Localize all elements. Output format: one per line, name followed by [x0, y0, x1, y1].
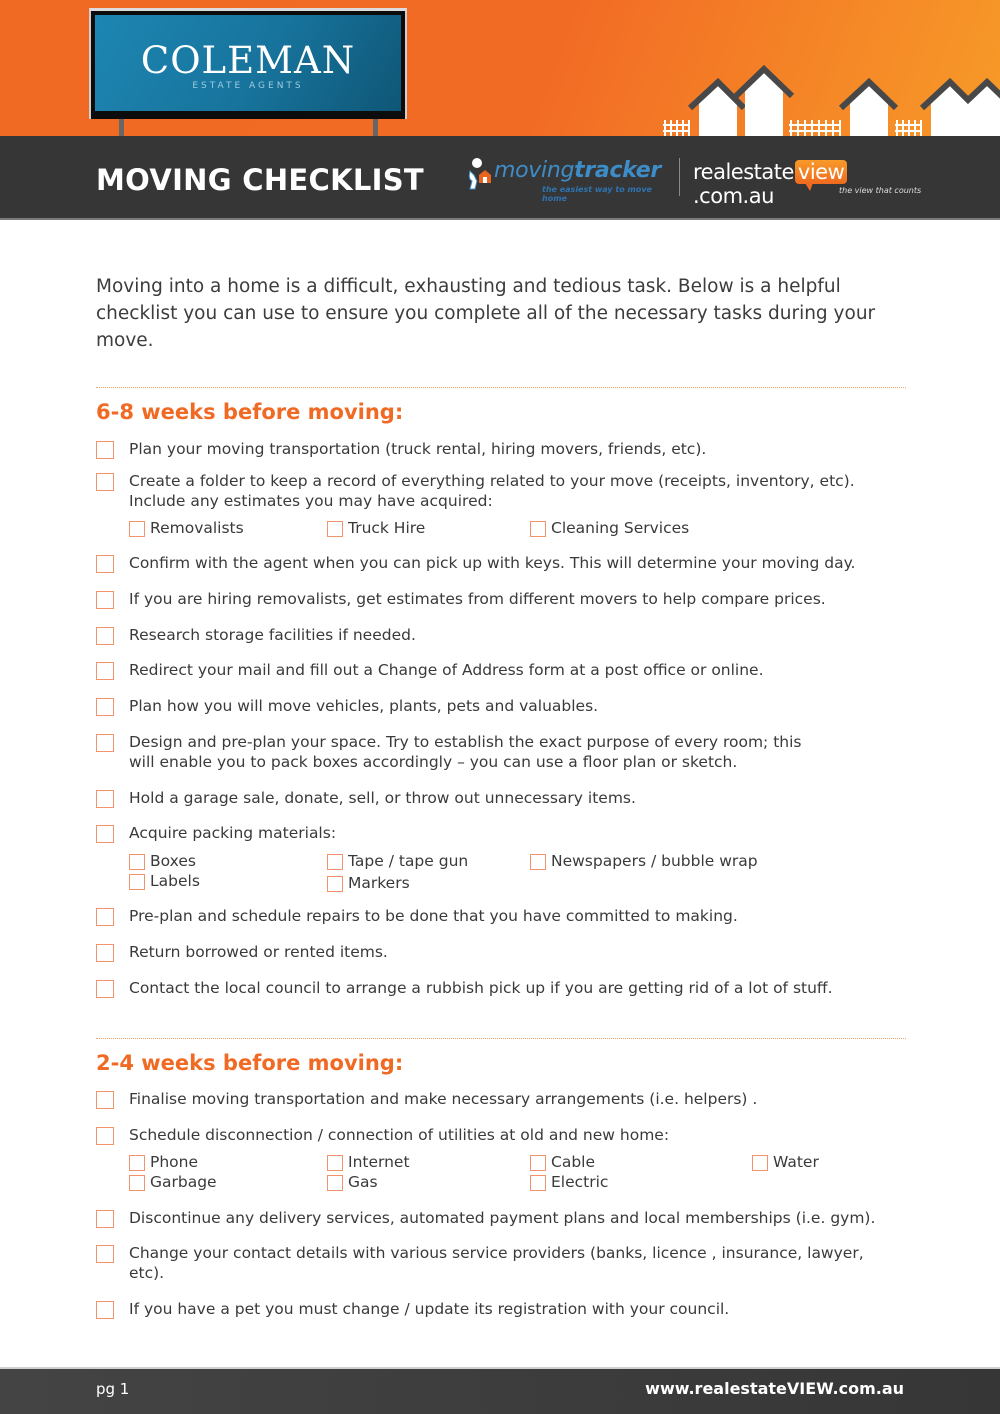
sub-checkbox[interactable] [327, 1175, 343, 1191]
sub-item-text: Cable [551, 1153, 596, 1171]
checkbox[interactable] [96, 555, 114, 573]
sign-post-right [373, 119, 378, 136]
item-text: Hold a garage sale, donate, sell, or throw out unnecessary items. [129, 789, 636, 807]
sub-item-text: Tape / tape gun [348, 852, 469, 870]
house-icon [690, 69, 1000, 136]
item-text: Plan how you will move vehicles, plants, pets and valuables. [129, 697, 599, 715]
sub-item-text: Gas [348, 1173, 378, 1191]
item-text: Plan your moving transportation (truck rental, hiring movers, friends, etc). [129, 440, 707, 458]
sub-checkbox[interactable] [129, 854, 145, 870]
page-number: pg 1 [96, 1380, 130, 1398]
checkbox[interactable] [96, 662, 114, 680]
item-text: Schedule disconnection / connection of utilities at old and new home: [129, 1126, 670, 1144]
checkbox[interactable] [96, 1301, 114, 1319]
sub-item-text: Removalists [150, 519, 244, 537]
section-title-2-4-weeks: 2-4 weeks before moving: [96, 1051, 404, 1075]
sub-checkbox[interactable] [129, 1175, 145, 1191]
logo-divider [679, 158, 680, 196]
sub-checkbox[interactable] [530, 854, 546, 870]
sub-item-text: Water [773, 1153, 819, 1171]
checkbox[interactable] [96, 1245, 114, 1263]
item-text: If you are hiring removalists, get estimates from different movers to help compare prices. [129, 590, 826, 608]
realestateview-logo [693, 158, 923, 208]
item-text: Change your contact details with various service providers (banks, licence , insurance, lawyer, etc). [129, 1244, 864, 1282]
brand-name: COLEMAN [140, 39, 356, 82]
coleman-sign-logo [89, 8, 407, 119]
checkbox[interactable] [96, 1091, 114, 1109]
item-text: Contact the local council to arrange a rubbish pick up if you are getting rid of a lot of stuff. [129, 979, 833, 997]
sub-item-text: Cleaning Services [551, 519, 690, 537]
rev-tagline: the view that counts [839, 186, 922, 195]
item-text: Research storage facilities if needed. [129, 626, 416, 644]
checkbox[interactable] [96, 591, 114, 609]
sub-item-text: Garbage [150, 1173, 217, 1191]
website-link[interactable]: www.realestateVIEW.com.au [645, 1379, 904, 1398]
checkbox[interactable] [96, 944, 114, 962]
sub-checkbox[interactable] [327, 1155, 343, 1171]
sub-checkbox[interactable] [129, 521, 145, 537]
sub-checkbox[interactable] [129, 1155, 145, 1171]
section-divider [96, 387, 906, 388]
sub-item-text: Newspapers / bubble wrap [551, 852, 758, 870]
sub-item-text: Electric [551, 1173, 609, 1191]
houses-illustration [640, 60, 1000, 136]
sub-item-text: Boxes [150, 852, 196, 870]
rev-suffix: .com.au [693, 184, 774, 208]
item-text: Return borrowed or rented items. [129, 943, 388, 961]
page-title: MOVING CHECKLIST [96, 163, 424, 197]
header-banner [0, 0, 1000, 136]
checkbox[interactable] [96, 790, 114, 808]
checkbox[interactable] [96, 441, 114, 459]
checkbox[interactable] [96, 734, 114, 752]
sub-checkbox[interactable] [530, 1175, 546, 1191]
checkbox[interactable] [96, 1127, 114, 1145]
item-text: Acquire packing materials: [129, 824, 337, 842]
item-text: Redirect your mail and fill out a Change of Address form at a post office or online. [129, 661, 764, 679]
item-text: Discontinue any delivery services, automated payment plans and local memberships (i.e. gym). [129, 1209, 876, 1227]
intro-paragraph: Moving into a home is a difficult, exhausting and tedious task. Below is a helpful checklist you can use to ensure you complete all of the necessary tasks during your move. [96, 276, 876, 351]
sub-checkbox[interactable] [530, 1155, 546, 1171]
sub-checkbox[interactable] [530, 521, 546, 537]
movingtracker-tagline: the easiest way to move home [542, 185, 652, 203]
wordmark-light: moving [494, 158, 575, 183]
sub-checkbox[interactable] [327, 854, 343, 870]
item-text: Design and pre-plan your space. Try to establish the exact purpose of every room; this will enable you to pack boxes accordingly – you can use a floor plan or sketch. [129, 733, 802, 771]
movingtracker-wordmark [494, 158, 661, 183]
sub-item-text: Internet [348, 1153, 410, 1171]
sub-item-text: Markers [348, 874, 410, 892]
sign-post-left [119, 119, 124, 136]
item-text: Confirm with the agent when you can pick up with keys. This will determine your moving day. [129, 554, 856, 572]
checkbox[interactable] [96, 980, 114, 998]
rev-prefix: realestate [693, 160, 794, 184]
item-text: Create a folder to keep a record of everything related to your move (receipts, inventory, etc). Include any estimates you may have acquired: [129, 472, 855, 510]
sub-checkbox[interactable] [327, 521, 343, 537]
checkbox[interactable] [96, 1210, 114, 1228]
sub-checkbox[interactable] [327, 876, 343, 892]
wordmark-bold: tracker [574, 158, 661, 183]
sub-checkbox[interactable] [752, 1155, 768, 1171]
sub-item-text: Phone [150, 1153, 199, 1171]
sub-item-text: Labels [150, 872, 200, 890]
checkbox[interactable] [96, 825, 114, 843]
section-divider [96, 1038, 906, 1039]
item-text: If you have a pet you must change / update its registration with your council. [129, 1300, 730, 1318]
rev-speech-bubble: view [795, 160, 847, 184]
checkbox[interactable] [96, 698, 114, 716]
checkbox[interactable] [96, 908, 114, 926]
item-text: Finalise moving transportation and make necessary arrangements (i.e. helpers) . [129, 1090, 758, 1108]
checkbox[interactable] [96, 473, 114, 491]
checkbox[interactable] [96, 627, 114, 645]
movingtracker-logo [466, 157, 676, 203]
sub-checkbox[interactable] [129, 874, 145, 890]
sub-item-text: Truck Hire [348, 519, 426, 537]
item-text: Pre-plan and schedule repairs to be done that you have committed to making. [129, 907, 738, 925]
brand-subtitle: ESTATE AGENTS [192, 81, 304, 91]
mover-icon [466, 157, 496, 191]
section-title-6-8-weeks: 6-8 weeks before moving: [96, 400, 404, 424]
